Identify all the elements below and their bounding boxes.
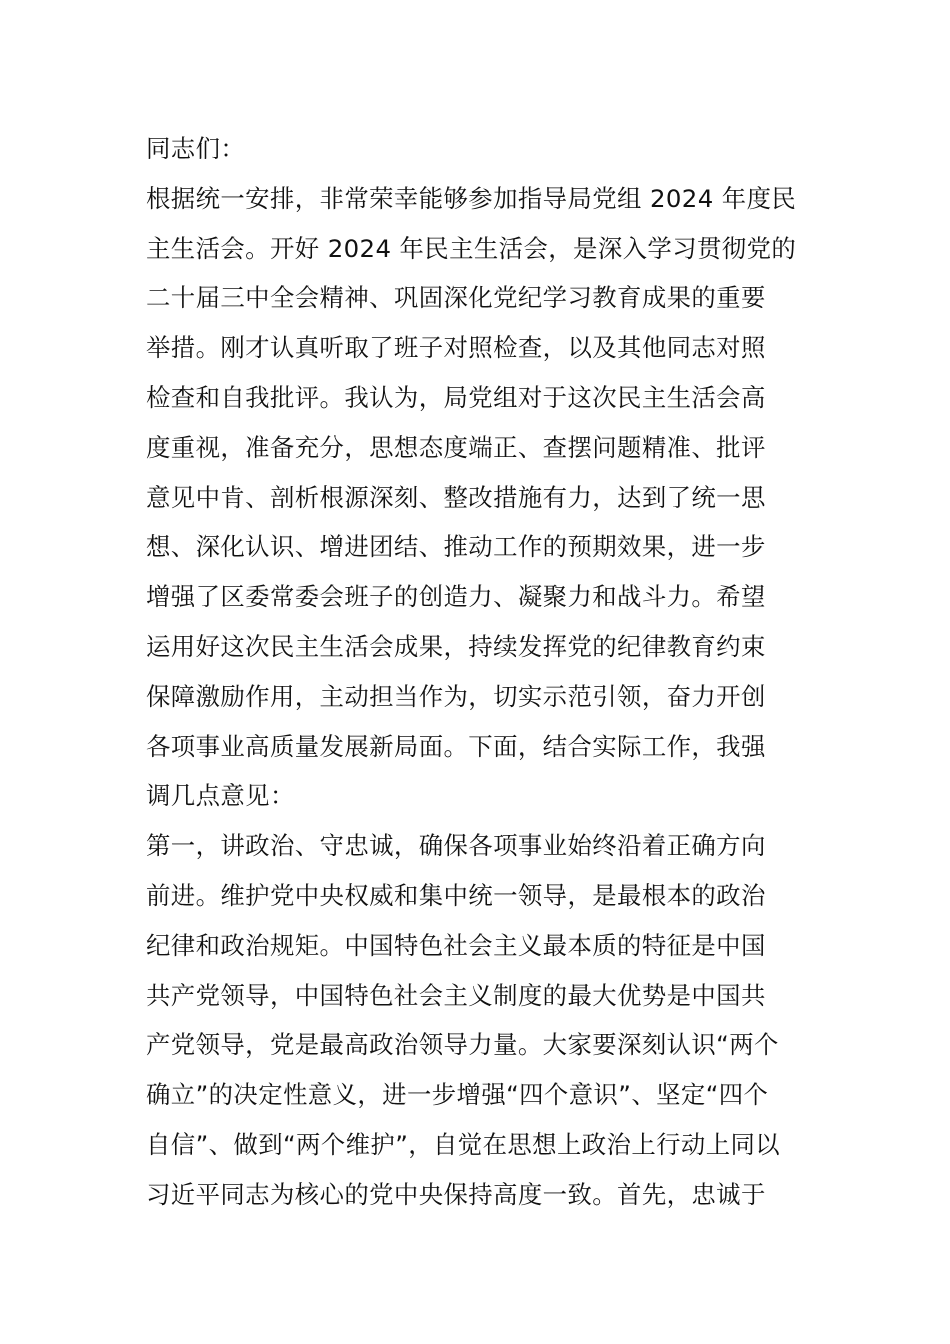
body-line: 度重视，准备充分，思想态度端正、查摆问题精准、批评 xyxy=(146,432,766,462)
body-line: 第一，讲政治、守忠诚，确保各项事业始终沿着正确方向 xyxy=(146,831,766,861)
body-line: 纪律和政治规矩。中国特色社会主义最本质的特征是中国 xyxy=(146,930,766,960)
body-line: 主生活会。开好 2024 年民主生活会，是深入学习贯彻党的 xyxy=(146,233,797,263)
body-line: 各项事业高质量发展新局面。下面，结合实际工作，我强 xyxy=(146,731,766,761)
body-line: 想、深化认识、增进团结、推动工作的预期效果，进一步 xyxy=(146,532,766,562)
body-line: 运用好这次民主生活会成果，持续发挥党的纪律教育约束 xyxy=(146,631,766,661)
body-line: 习近平同志为核心的党中央保持高度一致。首先，忠诚于 xyxy=(146,1179,766,1209)
salutation: 同志们： xyxy=(146,134,246,163)
body-line: 保障激励作用，主动担当作为，切实示范引领，奋力开创 xyxy=(146,681,766,711)
body-line: 确立”的决定性意义，进一步增强“四个意识”、坚定“四个 xyxy=(146,1080,769,1110)
body-line: 调几点意见： xyxy=(146,781,295,811)
body-line: 根据统一安排，非常荣幸能够参加指导局党组 2024 年度民 xyxy=(146,183,797,213)
body-line: 二十届三中全会精神、巩固深化党纪学习教育成果的重要 xyxy=(146,283,766,313)
body-line: 意见中肯、剖析根源深刻、整改措施有力，达到了统一思 xyxy=(146,482,766,512)
body-line: 自信”、做到“两个维护”，自觉在思想上政治上行动上同以 xyxy=(146,1129,781,1159)
body-line: 增强了区委常委会班子的创造力、凝聚力和战斗力。希望 xyxy=(146,582,766,612)
body-line: 前进。维护党中央权威和集中统一领导，是最根本的政治 xyxy=(146,880,766,910)
body-line: 举措。刚才认真听取了班子对照检查，以及其他同志对照 xyxy=(146,333,766,363)
body-line: 产党领导，党是最高政治领导力量。大家要深刻认识“两个 xyxy=(146,1030,779,1060)
body-line: 检查和自我批评。我认为，局党组对于这次民主生活会高 xyxy=(146,382,766,412)
body-line: 共产党领导，中国特色社会主义制度的最大优势是中国共 xyxy=(146,980,766,1010)
document-body xyxy=(146,124,816,1220)
